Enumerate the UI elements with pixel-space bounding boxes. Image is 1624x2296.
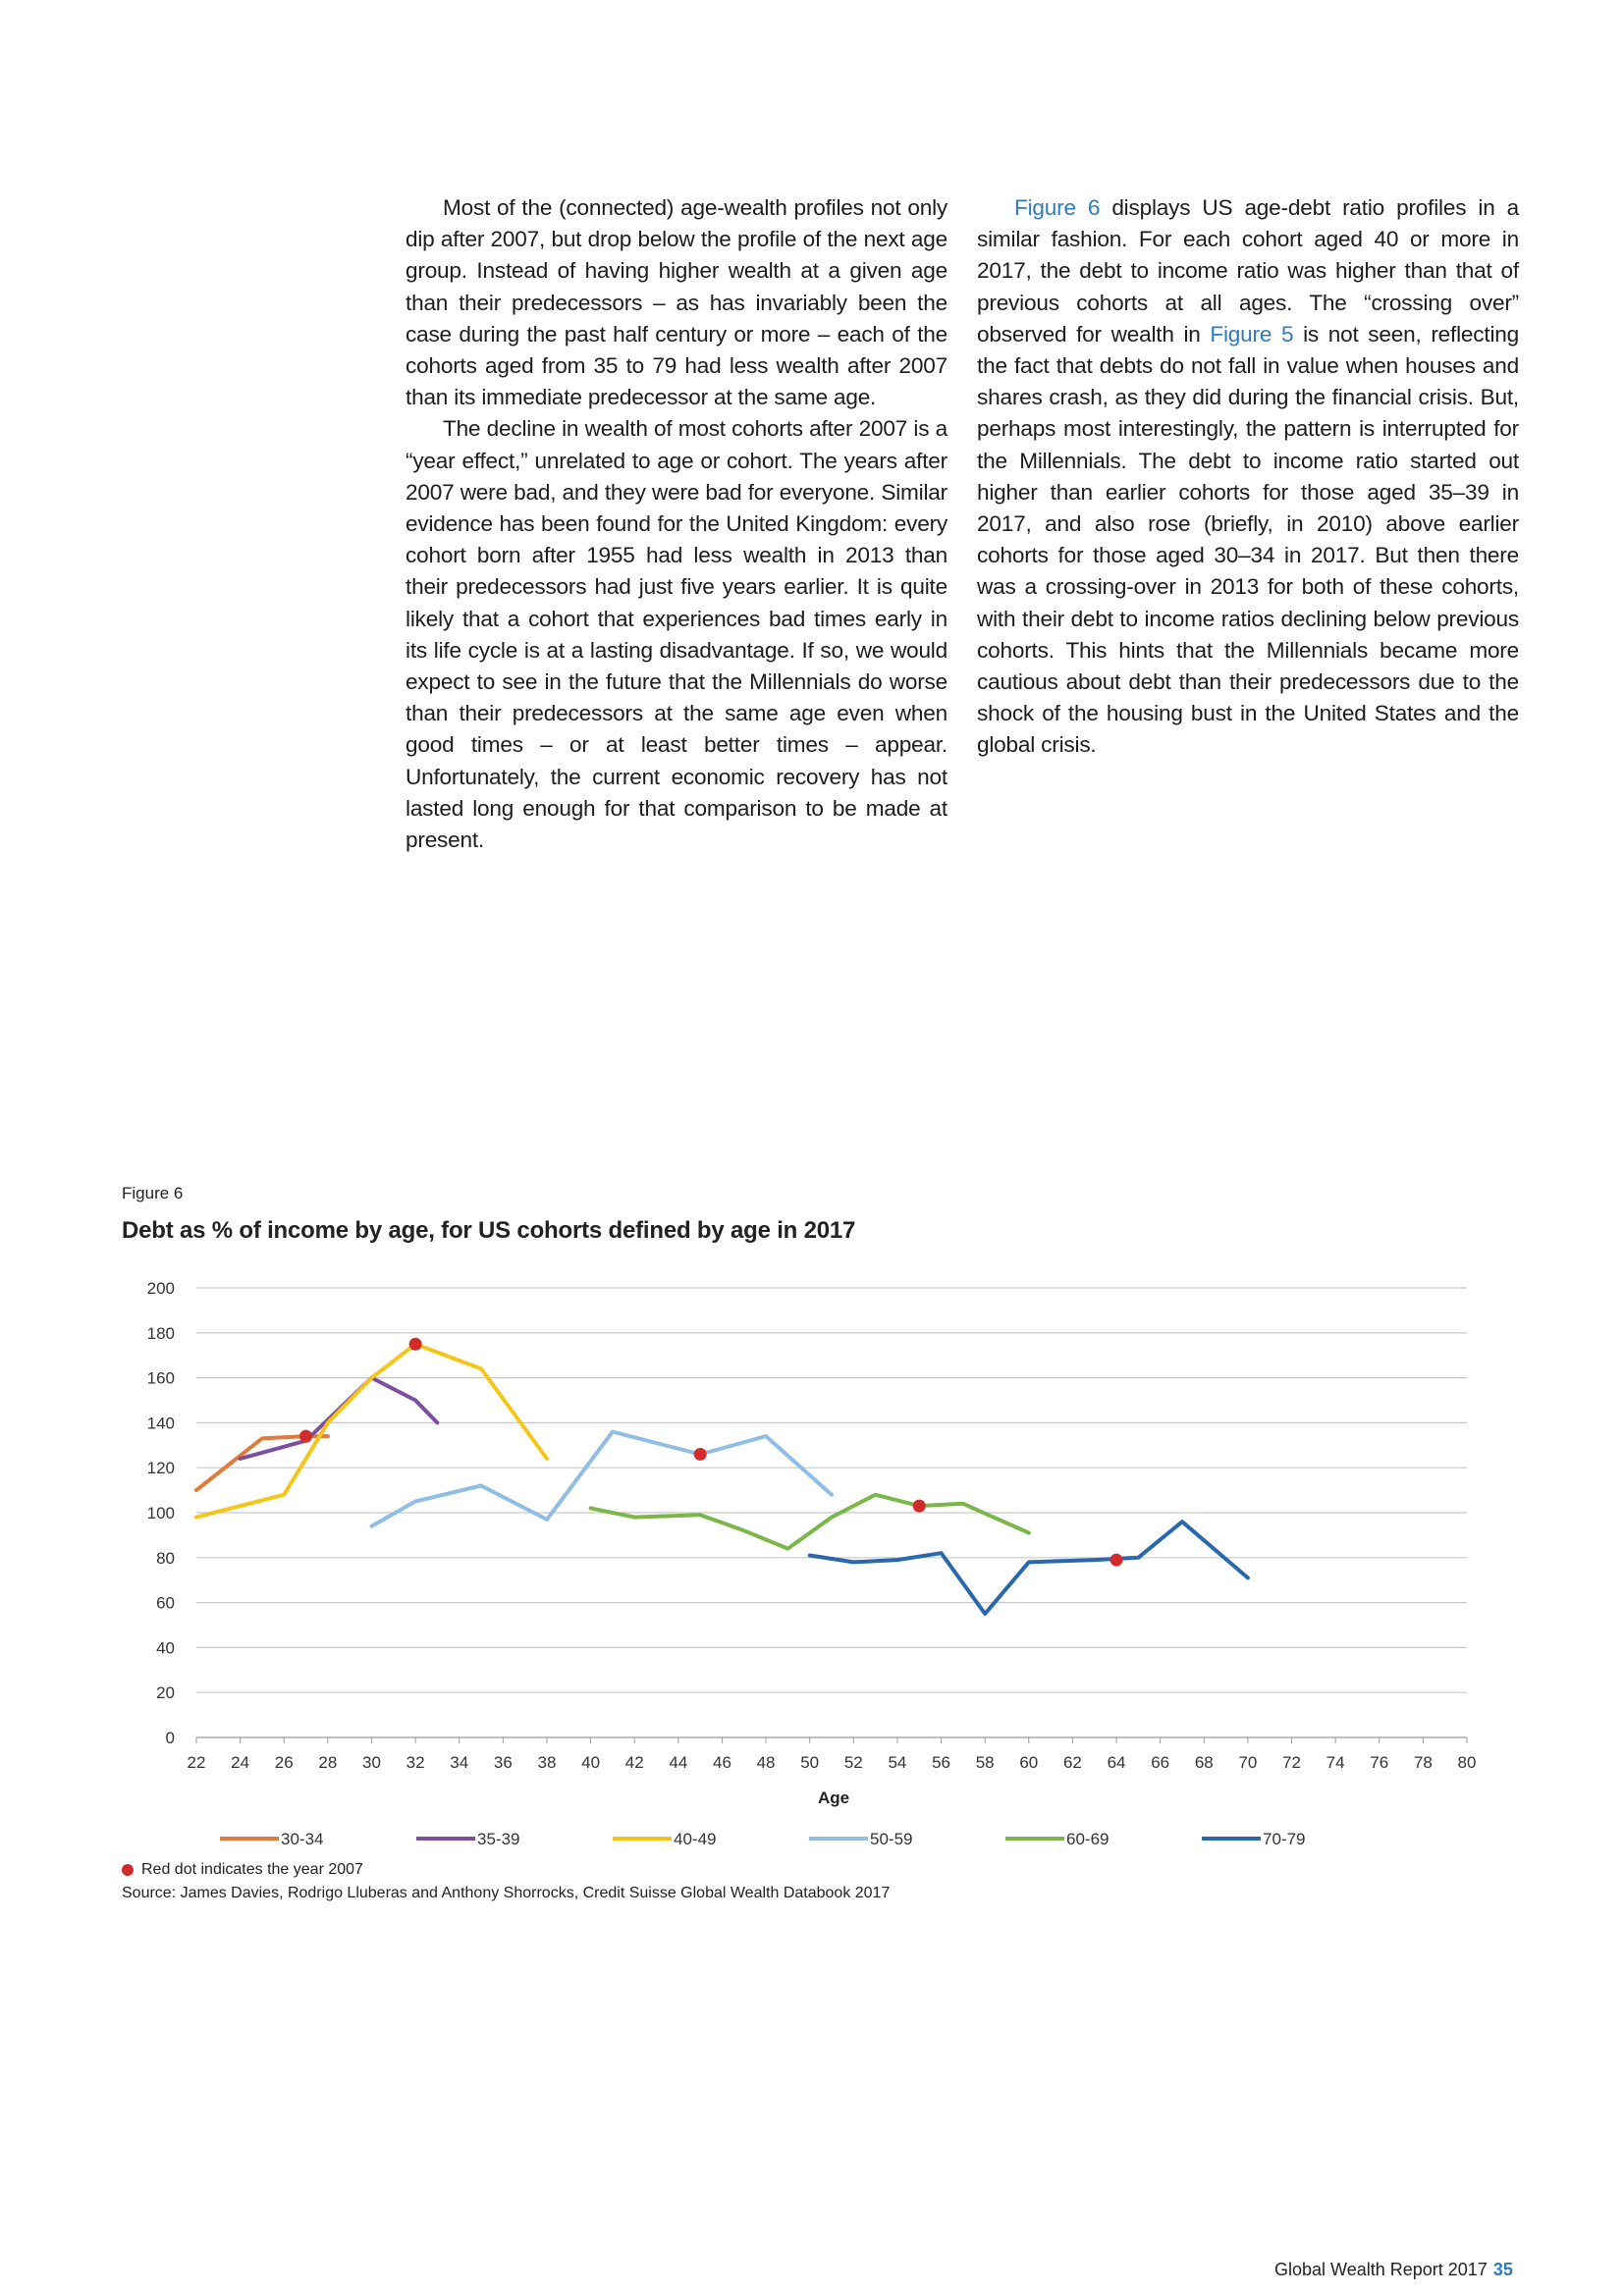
x-tick-label: 72 [1282,1753,1301,1772]
y-tick-label: 140 [146,1414,175,1433]
legend-label: 35-39 [477,1830,520,1848]
year-2007-marker [913,1500,926,1513]
footer-text: Global Wealth Report 2017 [1274,2260,1488,2279]
x-tick-label: 40 [581,1753,601,1772]
y-tick-label: 180 [146,1323,175,1343]
red-dot-note [122,1861,363,1879]
paragraph: Most of the (connected) age-wealth profiles not only dip after 2007, but drop below the profile of the next age group. Instead of having higher wealth at a given age than their predecessors – as has invariably been the case during the past half century or more – each of the cohorts aged from 35 to 79 had less wealth after 2007 than its immediate predecessor at the same age. [406,195,947,410]
series-line-60-69 [591,1495,1029,1549]
series-line-30-34 [196,1436,328,1490]
x-tick-label: 48 [756,1753,776,1772]
x-tick-label: 42 [624,1753,644,1772]
x-tick-label: 80 [1457,1753,1477,1772]
x-tick-label: 68 [1194,1753,1214,1772]
paragraph-text: displays US age-debt ratio profiles in a similar fashion. For each cohort aged 40 or more in 2017, the debt to income ratio was higher than that of previous cohorts at all ages. The “crossing over” observed for wealth in [977,195,1519,347]
legend-label: 30-34 [281,1830,324,1848]
x-tick-label: 22 [187,1753,206,1772]
legend-label: 40-49 [674,1830,717,1848]
y-tick-label: 100 [146,1504,175,1522]
x-tick-label: 74 [1326,1753,1345,1772]
y-tick-label: 200 [146,1279,175,1298]
x-tick-label: 62 [1062,1753,1082,1772]
x-tick-label: 36 [493,1753,513,1772]
red-dot-icon [122,1864,134,1876]
page-footer [1274,2260,1513,2280]
x-tick-label: 70 [1238,1753,1258,1772]
y-tick-label: 160 [146,1368,175,1388]
x-tick-label: 64 [1107,1753,1126,1772]
legend-label: 70-79 [1263,1830,1306,1848]
y-tick-label: 0 [165,1729,175,1747]
paragraph-text: is not seen, reflecting the fact that debts do not fall in value when houses and shares crash, as they did during the financial crisis. But, perhaps most interestingly, the pattern is interrupted for the Millennials. The debt to income ratio started out higher than earlier cohorts for those aged 35–39 in 2017, and also rose (briefly, in 2010) above earlier cohorts for those aged 30–34 in 2017. But then there was a crossing-over in 2013 for both of these cohorts, with their debt to income ratios declining below previous cohorts. This hints that the Millennials became more cautious about debt than their predecessors due to the shock of the housing bust in the United States and the global crisis. [977,321,1519,758]
series-line-35-39 [241,1378,438,1459]
figure-6-link[interactable]: Figure 6 [1014,195,1101,220]
x-tick-label: 66 [1151,1753,1170,1772]
legend-label: 50-59 [870,1830,913,1848]
y-tick-label: 60 [156,1593,175,1613]
x-tick-label: 52 [843,1753,863,1772]
paragraph: The decline in wealth of most cohorts after 2007 is a “year effect,” unrelated to age or cohort. The years after 2007 were bad, and they were bad for everyone. Similar evidence has been found for the United Kingdom: every cohort born after 1955 had less wealth in 2013 than their predecessors had just five years earlier. It is quite likely that a cohort that experiences bad times early in its life cycle is at a lasting disadvantage. If so, we would expect to see in the future that the Millennials do worse than their predecessors at the same age even when good times – or at least better times – appear. Unfortunately, the current economic recovery has not lasted long enough for that comparison to be made at present. [406,416,947,853]
figure-source: Source: James Davies, Rodrigo Lluberas and Anthony Shorrocks, Credit Suisse Global Wealth Databook 2017 [122,1885,891,1901]
year-2007-marker [1110,1554,1123,1567]
x-tick-label: 24 [231,1753,250,1772]
page-number: 35 [1492,2260,1513,2279]
x-axis-label: Age [817,1789,850,1807]
series-line-70-79 [810,1522,1248,1614]
legend-label: 60-69 [1066,1830,1110,1848]
x-tick-label: 38 [537,1753,557,1772]
x-tick-label: 50 [800,1753,820,1772]
figure-5-link[interactable]: Figure 5 [1210,321,1294,347]
x-tick-label: 58 [975,1753,995,1772]
x-tick-label: 34 [450,1753,469,1772]
x-tick-label: 60 [1019,1753,1039,1772]
year-2007-marker [409,1338,422,1351]
x-tick-label: 46 [712,1753,731,1772]
x-tick-label: 78 [1413,1753,1433,1772]
x-tick-label: 44 [669,1753,688,1772]
figure-label: Figure 6 [122,1184,184,1202]
x-tick-label: 54 [888,1753,907,1772]
x-tick-label: 76 [1370,1753,1389,1772]
x-tick-label: 28 [318,1753,338,1772]
x-tick-label: 56 [932,1753,951,1772]
figure-title: Debt as % of income by age, for US cohorts defined by age in 2017 [122,1217,856,1244]
x-tick-label: 32 [406,1753,425,1772]
y-tick-label: 120 [146,1459,175,1478]
x-tick-label: 26 [274,1753,294,1772]
y-tick-label: 80 [156,1548,175,1568]
year-2007-marker [694,1448,707,1461]
year-2007-marker [299,1430,312,1443]
y-tick-label: 40 [156,1638,175,1658]
y-tick-label: 20 [156,1683,175,1703]
x-tick-label: 30 [362,1753,381,1772]
note-text: Red dot indicates the year 2007 [141,1861,363,1878]
